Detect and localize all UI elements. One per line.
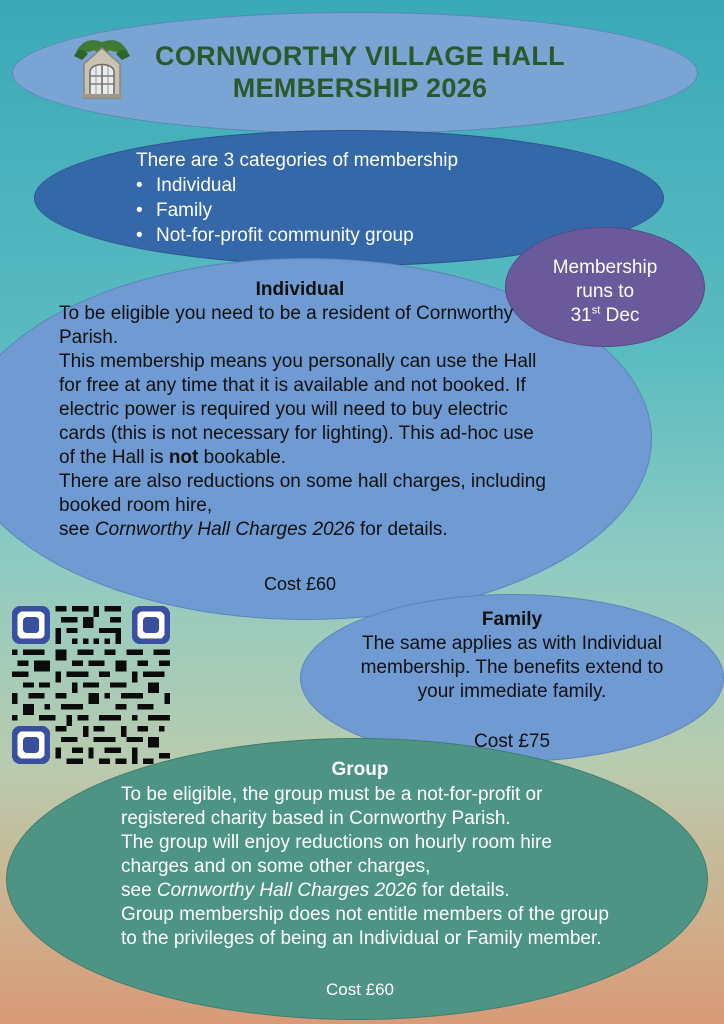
group-reductions: The group will enjoy reductions on hourly room hire charges and on some other charges, (121, 832, 552, 877)
group-see-charges (121, 879, 611, 903)
family-body: The same applies as with Individual membership. The benefits extend to your immediate family. (360, 633, 664, 702)
runs-line-2: runs to (575, 281, 635, 302)
title-line-2: MEMBERSHIP 2026 (232, 73, 488, 103)
group-heading: Group (331, 759, 389, 780)
individual-usage-text: This membership means you personally can use the Hall for free at any time that it is available and not booked. If electric power is required you will need to buy electric cards (this is not necessary for lighting). This ad-hoc use of the Hall is (59, 351, 537, 468)
category-group: • Not-for-profit community group (134, 223, 414, 248)
group-eligibility: To be eligible, the group must be a not-for-profit or registered charity based in Cornworthy Parish. (121, 784, 543, 829)
runs-line-1: Membership (552, 257, 658, 278)
family-heading: Family (481, 609, 543, 630)
group-body (121, 783, 611, 951)
categories-intro: There are 3 categories of membership (136, 150, 459, 171)
group-see-prefix: see (121, 880, 157, 901)
title-line-1: CORNWORTHY VILLAGE HALL (155, 41, 565, 71)
runs-month: Dec (605, 305, 640, 326)
individual-heading: Individual (255, 279, 345, 300)
village-hall-window-icon (70, 36, 134, 100)
family-cost: Cost £75 (473, 731, 551, 752)
individual-reductions: There are also reductions on some hall charges, including booked room hire, (59, 471, 546, 516)
group-cost: Cost £60 (325, 980, 395, 999)
individual-see-suffix: for details. (354, 519, 448, 540)
group-charges-doc: Cornworthy Hall Charges 2026 (156, 880, 417, 901)
individual-eligibility: To be eligible you need to be a resident of Cornworthy Parish. (59, 303, 514, 348)
page-title (130, 40, 590, 104)
runs-day-suffix: st (591, 304, 601, 317)
individual-usage-end: bookable. (198, 447, 287, 468)
individual-cost: Cost £60 (263, 574, 337, 594)
category-family: • Family (134, 198, 414, 223)
individual-usage-bold: not (168, 447, 199, 468)
categories-list (134, 173, 414, 248)
category-individual: • Individual (134, 173, 414, 198)
individual-charges-doc: Cornworthy Hall Charges 2026 (94, 519, 355, 540)
individual-body (59, 302, 549, 542)
group-see-suffix: for details. (416, 880, 510, 901)
group-privileges-note: Group membership does not entitle members of the group to the privileges of being an Individual or Family member. (121, 904, 609, 949)
individual-usage (59, 350, 549, 470)
qr-code[interactable] (12, 606, 170, 764)
runs-day: 31 (570, 305, 592, 326)
individual-see-prefix: see (59, 519, 95, 540)
individual-see-charges (59, 518, 549, 542)
